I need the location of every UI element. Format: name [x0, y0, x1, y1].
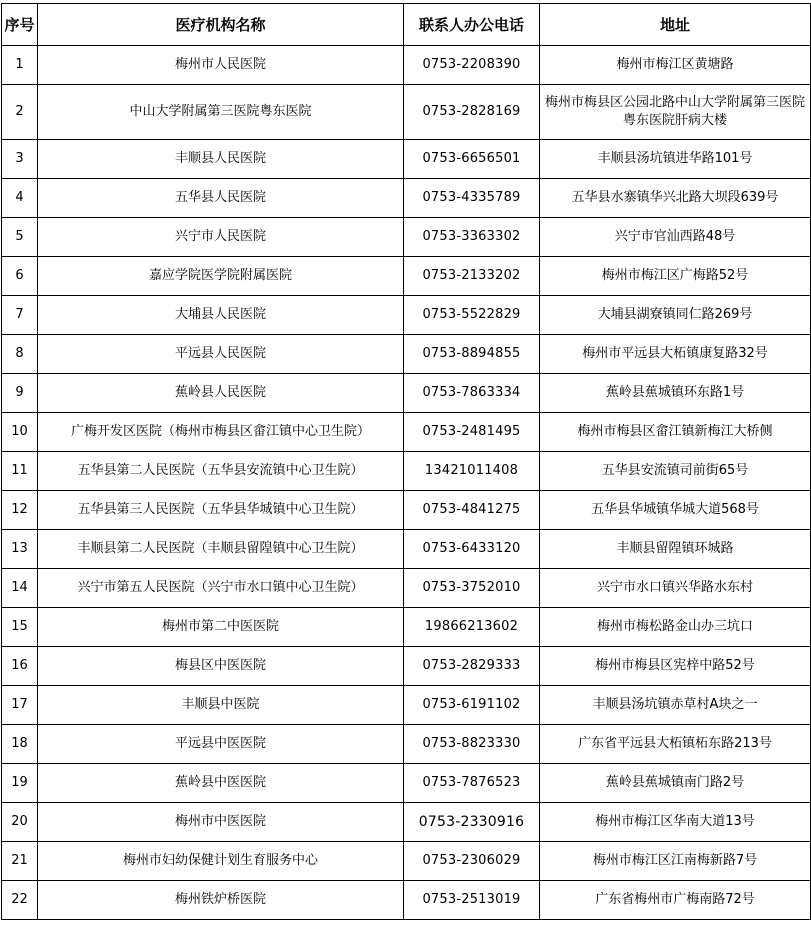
table-row — [2, 803, 811, 842]
row-seq-cell: 10 — [2, 413, 38, 452]
table-row — [2, 374, 811, 413]
row-address-cell: 蕉岭县蕉城镇环东路1号 — [540, 374, 811, 413]
row-phone-cell: 0753-7863334 — [404, 374, 540, 413]
row-seq-cell: 16 — [2, 647, 38, 686]
row-address-cell: 兴宁市水口镇兴华路水东村 — [540, 569, 811, 608]
table-row — [2, 530, 811, 569]
row-phone-cell: 0753-4335789 — [404, 179, 540, 218]
row-name-cell: 梅县区中医医院 — [38, 647, 404, 686]
table-row — [2, 491, 811, 530]
row-seq-cell: 3 — [2, 140, 38, 179]
row-seq-cell: 22 — [2, 881, 38, 920]
row-seq-cell: 20 — [2, 803, 38, 842]
table-row — [2, 725, 811, 764]
row-address-cell: 蕉岭县蕉城镇南门路2号 — [540, 764, 811, 803]
row-name-cell: 五华县人民医院 — [38, 179, 404, 218]
row-phone-cell: 13421011408 — [404, 452, 540, 491]
table-row — [2, 569, 811, 608]
row-phone-cell: 0753-8894855 — [404, 335, 540, 374]
header-phone: 联系人办公电话 — [404, 4, 540, 46]
row-name-cell: 蕉岭县中医医院 — [38, 764, 404, 803]
row-name-cell: 兴宁市人民医院 — [38, 218, 404, 257]
row-name-cell: 中山大学附属第三医院粤东医院 — [38, 85, 404, 140]
row-address-cell: 丰顺县汤坑镇进华路101号 — [540, 140, 811, 179]
row-address-cell: 广东省平远县大柘镇柘东路213号 — [540, 725, 811, 764]
row-address-cell: 兴宁市官汕西路48号 — [540, 218, 811, 257]
table-row — [2, 608, 811, 647]
row-phone-cell: 0753-2306029 — [404, 842, 540, 881]
row-seq-cell: 18 — [2, 725, 38, 764]
table-row — [2, 764, 811, 803]
table-row — [2, 686, 811, 725]
header-seq: 序号 — [2, 4, 38, 46]
row-phone-cell: 0753-3752010 — [404, 569, 540, 608]
row-name-cell: 梅州铁炉桥医院 — [38, 881, 404, 920]
row-address-cell: 梅州市梅县区畲江镇新梅江大桥侧 — [540, 413, 811, 452]
row-name-cell: 蕉岭县人民医院 — [38, 374, 404, 413]
table-row — [2, 218, 811, 257]
row-seq-cell: 8 — [2, 335, 38, 374]
table-row — [2, 85, 811, 140]
row-seq-cell: 7 — [2, 296, 38, 335]
row-address-cell: 梅州市梅松路金山办三坑口 — [540, 608, 811, 647]
table-row — [2, 647, 811, 686]
table-row — [2, 413, 811, 452]
row-seq-cell: 13 — [2, 530, 38, 569]
row-seq-cell: 15 — [2, 608, 38, 647]
row-name-cell: 梅州市中医医院 — [38, 803, 404, 842]
row-phone-cell: 0753-7876523 — [404, 764, 540, 803]
row-phone-cell: 19866213602 — [404, 608, 540, 647]
row-seq-cell: 17 — [2, 686, 38, 725]
table-row — [2, 140, 811, 179]
row-seq-cell: 4 — [2, 179, 38, 218]
header-name: 医疗机构名称 — [38, 4, 404, 46]
row-phone-cell: 0753-3363302 — [404, 218, 540, 257]
row-seq-cell: 6 — [2, 257, 38, 296]
row-address-cell: 梅州市梅县区公园北路中山大学附属第三医院粤东医院肝病大楼 — [540, 85, 811, 140]
table-row — [2, 452, 811, 491]
row-seq-cell: 2 — [2, 85, 38, 140]
row-seq-cell: 14 — [2, 569, 38, 608]
row-phone-cell: 0753-2829333 — [404, 647, 540, 686]
row-name-cell: 广梅开发区医院（梅州市梅县区畲江镇中心卫生院） — [38, 413, 404, 452]
table-row — [2, 335, 811, 374]
table-row — [2, 179, 811, 218]
row-name-cell: 兴宁市第五人民医院（兴宁市水口镇中心卫生院） — [38, 569, 404, 608]
row-name-cell: 梅州市人民医院 — [38, 46, 404, 85]
table-row — [2, 257, 811, 296]
row-name-cell: 五华县第二人民医院（五华县安流镇中心卫生院） — [38, 452, 404, 491]
row-seq-cell: 11 — [2, 452, 38, 491]
row-name-cell: 平远县人民医院 — [38, 335, 404, 374]
table-row — [2, 296, 811, 335]
row-phone-cell: 0753-2133202 — [404, 257, 540, 296]
row-phone-cell: 0753-2481495 — [404, 413, 540, 452]
table-row — [2, 881, 811, 920]
row-seq-cell: 19 — [2, 764, 38, 803]
header-row — [2, 4, 811, 46]
row-address-cell: 梅州市平远县大柘镇康复路32号 — [540, 335, 811, 374]
row-address-cell: 丰顺县汤坑镇赤草村A块之一 — [540, 686, 811, 725]
row-name-cell: 五华县第三人民医院（五华县华城镇中心卫生院） — [38, 491, 404, 530]
row-phone-cell: 0753-2330916 — [404, 803, 540, 842]
row-phone-cell: 0753-6656501 — [404, 140, 540, 179]
row-phone-cell: 0753-2208390 — [404, 46, 540, 85]
row-phone-cell: 0753-8823330 — [404, 725, 540, 764]
row-address-cell: 梅州市梅江区江南梅新路7号 — [540, 842, 811, 881]
row-seq-cell: 21 — [2, 842, 38, 881]
row-name-cell: 丰顺县第二人民医院（丰顺县留隍镇中心卫生院） — [38, 530, 404, 569]
row-address-cell: 梅州市梅江区黄塘路 — [540, 46, 811, 85]
row-seq-cell: 1 — [2, 46, 38, 85]
row-address-cell: 梅州市梅江区华南大道13号 — [540, 803, 811, 842]
row-address-cell: 五华县安流镇司前街65号 — [540, 452, 811, 491]
table-row — [2, 842, 811, 881]
row-name-cell: 梅州市第二中医医院 — [38, 608, 404, 647]
row-name-cell: 大埔县人民医院 — [38, 296, 404, 335]
row-address-cell: 大埔县湖寮镇同仁路269号 — [540, 296, 811, 335]
row-phone-cell: 0753-2513019 — [404, 881, 540, 920]
row-address-cell: 梅州市梅县区宪梓中路52号 — [540, 647, 811, 686]
table-row — [2, 46, 811, 85]
hospital-table — [1, 3, 811, 920]
row-phone-cell: 0753-5522829 — [404, 296, 540, 335]
row-address-cell: 五华县华城镇华城大道568号 — [540, 491, 811, 530]
row-phone-cell: 0753-6191102 — [404, 686, 540, 725]
row-name-cell: 嘉应学院医学院附属医院 — [38, 257, 404, 296]
row-seq-cell: 5 — [2, 218, 38, 257]
row-name-cell: 丰顺县中医院 — [38, 686, 404, 725]
row-seq-cell: 12 — [2, 491, 38, 530]
row-phone-cell: 0753-2828169 — [404, 85, 540, 140]
row-address-cell: 丰顺县留隍镇环城路 — [540, 530, 811, 569]
row-phone-cell: 0753-6433120 — [404, 530, 540, 569]
header-address: 地址 — [540, 4, 811, 46]
row-name-cell: 梅州市妇幼保健计划生育服务中心 — [38, 842, 404, 881]
row-address-cell: 五华县水寨镇华兴北路大坝段639号 — [540, 179, 811, 218]
row-name-cell: 平远县中医医院 — [38, 725, 404, 764]
row-address-cell: 梅州市梅江区广梅路52号 — [540, 257, 811, 296]
row-address-cell: 广东省梅州市广梅南路72号 — [540, 881, 811, 920]
row-seq-cell: 9 — [2, 374, 38, 413]
row-phone-cell: 0753-4841275 — [404, 491, 540, 530]
row-name-cell: 丰顺县人民医院 — [38, 140, 404, 179]
